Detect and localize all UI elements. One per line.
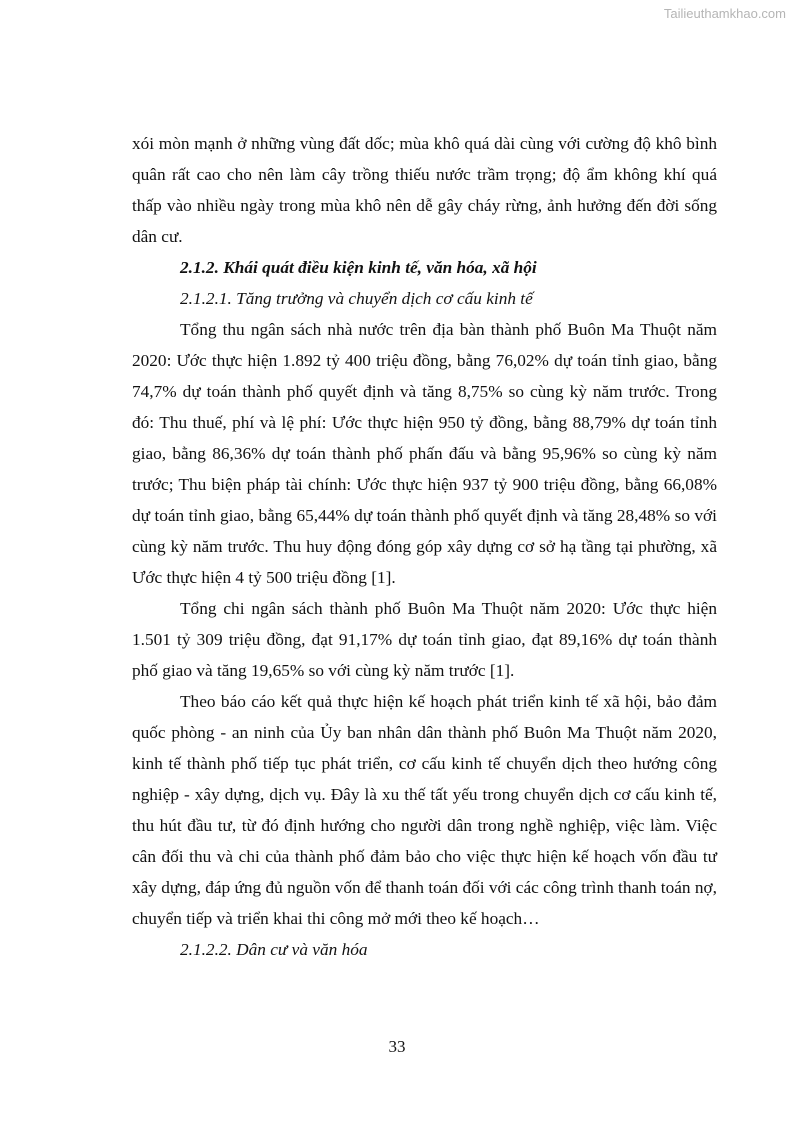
section-heading-2-1-2: 2.1.2. Khái quát điều kiện kinh tế, văn hóa, xã hội xyxy=(180,258,537,277)
paragraph-economic-report: Theo báo cáo kết quả thực hiện kế hoạch phát triển kinh tế xã hội, bảo đảm quốc phòng - an ninh của Ủy ban nhân dân thành phố Buôn Ma Thuột năm 2020, kinh tế thành phố tiếp tục phát triển, cơ cấu kinh tế chuyển dịch theo hướng công nghiệp - xây dựng, dịch vụ. Đây là xu thế tất yếu trong chuyển dịch cơ cấu kinh tế, thu hút đầu tư, từ đó định hướng cho người dân trong nghề nghiệp, việc làm. Việc cân đối thu và chi của thành phố đảm bảo cho việc thực hiện kế hoạch vốn đầu tư xây dựng, đáp ứng đủ nguồn vốn để thanh toán đối với các công trình thanh toán nợ, chuyển tiếp và triển khai thi công mở mới theo kế hoạch… xyxy=(132,692,717,928)
paragraph-budget-expenditure: Tổng chi ngân sách thành phố Buôn Ma Thuột năm 2020: Ước thực hiện 1.501 tỷ 309 triệu đồng, đạt 91,17% dự toán tỉnh giao, đạt 89,16% dự toán thành phố giao và tăng 19,65% so với cùng kỳ năm trước [1]. xyxy=(132,599,717,680)
paragraph-continuation: xói mòn mạnh ở những vùng đất dốc; mùa khô quá dài cùng với cường độ khô bình quân rất cao cho nên làm cây trồng thiếu nước trầm trọng; độ ẩm không khí quá thấp vào nhiều ngày trong mùa khô nên dễ gây cháy rừng, ảnh hưởng đến đời sống dân cư. xyxy=(132,134,717,246)
page-number: 33 xyxy=(388,1037,406,1056)
watermark: Tailieuthamkhao.com xyxy=(663,6,786,21)
paragraph-budget-revenue: Tổng thu ngân sách nhà nước trên địa bàn thành phố Buôn Ma Thuột năm 2020: Ước thực hiện 1.892 tỷ 400 triệu đồng, bằng 76,02% dự toán tỉnh giao, bằng 74,7% dự toán thành phố quyết định và tăng 8,75% so cùng kỳ năm trước. Trong đó: Thu thuế, phí và lệ phí: Ước thực hiện 950 tỷ đồng, bằng 88,79% dự toán tỉnh giao, bằng 86,36% dự toán thành phố phấn đấu và bằng 95,96% so cùng kỳ năm trước; Thu biện pháp tài chính: Ước thực hiện 937 tỷ 900 triệu đồng, bằng 66,08% dự toán tỉnh giao, bằng 65,44% dự toán thành phố quyết định và tăng 28,48% so với cùng kỳ năm trước. Thu huy động đóng góp xây dựng cơ sở hạ tầng tại phường, xã Ước thực hiện 4 tỷ 500 triệu đồng [1]. xyxy=(132,320,717,587)
document-body xyxy=(132,128,717,965)
subsection-heading-2-1-2-2: 2.1.2.2. Dân cư và văn hóa xyxy=(180,940,368,959)
subsection-heading-2-1-2-1: 2.1.2.1. Tăng trưởng và chuyển dịch cơ cấu kinh tế xyxy=(180,289,533,308)
